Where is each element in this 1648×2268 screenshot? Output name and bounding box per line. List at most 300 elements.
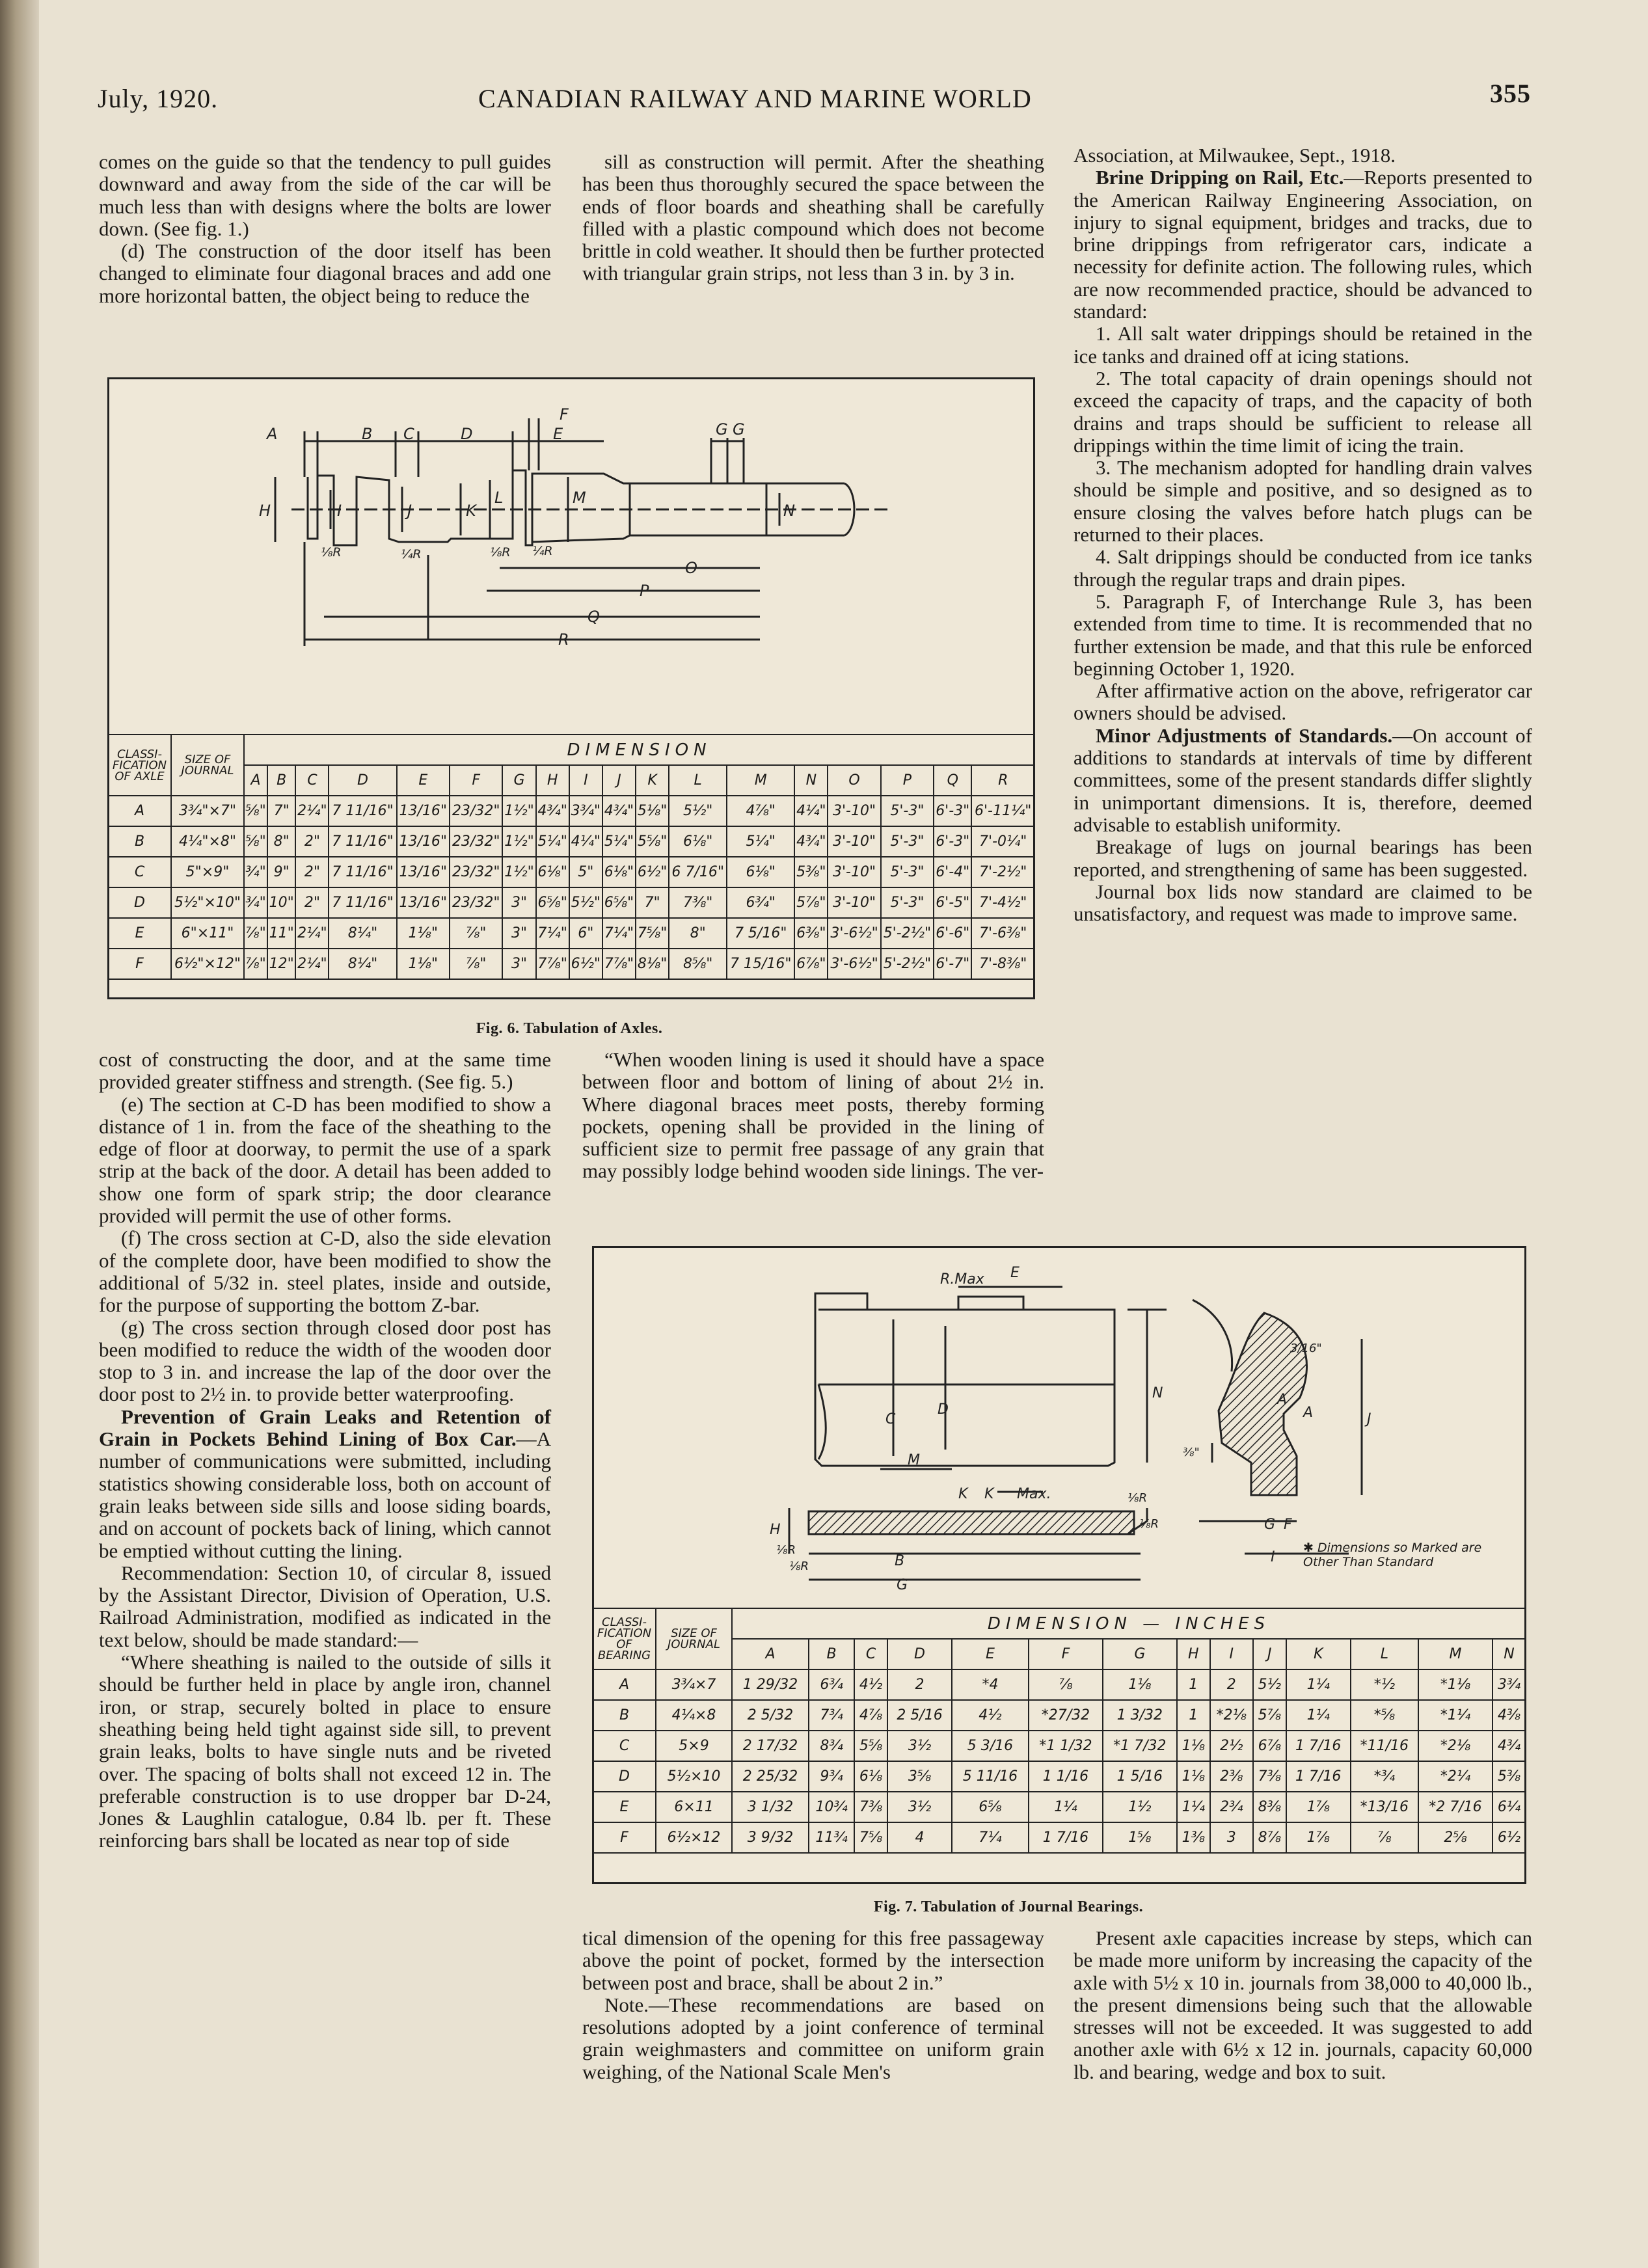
column-header: Q	[934, 765, 971, 796]
label-i: I	[1271, 1549, 1275, 1565]
table-cell: 2	[887, 1669, 952, 1700]
table-cell: 7⅜	[1253, 1761, 1286, 1792]
table-cell: 1 7/16	[1286, 1761, 1351, 1792]
label-k: K	[466, 502, 476, 520]
label-3-16: 3/16"	[1290, 1342, 1322, 1355]
paragraph: comes on the guide so that the tendency to pull guides downward and away from the side of the car will be much less than with designs where the bolts are lower down. (See fig. 1.)	[99, 150, 551, 240]
table-cell: 6¼	[1493, 1792, 1526, 1822]
table-cell: 7⅝"	[636, 918, 669, 949]
quote: “When wooden lining is used it should have a space between floor and bottom of lining of about 2½ in. Where diagonal braces meet posts, thereby forming pockets, opening shall be provided in the lining of sufficient size to permit free passage of any grain that may possibly lodge behind wooden side linings. The ver-	[582, 1048, 1044, 1183]
label-j: J	[407, 502, 412, 520]
table-cell: 7 5/16"	[727, 918, 794, 949]
table-cell: *13/16	[1351, 1792, 1418, 1822]
table-cell: 7"	[267, 796, 295, 826]
table-cell: 1 1/16	[1029, 1761, 1103, 1792]
column-header: B	[267, 765, 295, 796]
label-o: O	[685, 559, 697, 577]
radius-label: ⅛R	[776, 1543, 796, 1557]
table-cell: 1¼	[1286, 1700, 1351, 1731]
table-row	[593, 1731, 1526, 1761]
row-class: E	[593, 1792, 656, 1822]
table-cell: 5⅞	[1253, 1700, 1286, 1731]
rule-item: 2. The total capacity of drain openings should not exceed the capacity of traps, and the capacity of both drains and traps should be sufficient to release all drippings within the time limit of icing the train.	[1074, 366, 1532, 457]
table-cell: 8⅝"	[669, 949, 727, 979]
paragraph: (g) The cross section through closed door post has been modified to reduce the width of the wooden door stop to 3 in. and increase the lap of the door over the door post to 2½ in. to provide better waterproofing.	[99, 1316, 551, 1406]
table-cell: 7"	[636, 887, 669, 918]
table-cell: ⅞"	[450, 918, 502, 949]
table-cell: 6'-4"	[934, 857, 971, 887]
table-cell: 6½"	[569, 949, 602, 979]
table-cell: 6'-3"	[934, 796, 971, 826]
table-cell: 6¾	[809, 1669, 854, 1700]
radius-label: ⅛R	[1128, 1491, 1147, 1505]
row-size: 4¼×8	[656, 1700, 732, 1731]
header-date: July, 1920.	[98, 84, 219, 113]
table-cell: ⅞"	[450, 949, 502, 979]
quote: “Where sheathing is nailed to the outside of sills it should be further held in place by angle iron, channel iron, or strap, securely bolted in place to ensure sheathing being held tight against side sill, to prevent grain leaks, bolts to have single nuts and be riveted over. The spacing of bolts shall not exceed 12 in. The preferable construction is to use dropper bar D-24, Jones & Laughlin catalogue, 0.84 lb. per ft. These reinforcing bars shall be located as near top of side	[99, 1651, 551, 1852]
table-cell: 13/16"	[397, 796, 450, 826]
table-cell: 8⅜	[1253, 1792, 1286, 1822]
table-cell: 4¾"	[536, 796, 569, 826]
table-cell: 8⅛"	[636, 949, 669, 979]
column-header: I	[1210, 1639, 1253, 1669]
table-cell: 11¾	[809, 1822, 854, 1853]
row-class: A	[108, 796, 171, 826]
row-size: 3¾×7	[656, 1669, 732, 1700]
table-cell: 8"	[267, 826, 295, 857]
rule-item: 1. All salt water drippings should be retained in the ice tanks and drained off at icing stations.	[1074, 322, 1532, 368]
row-size: 5×9	[656, 1731, 732, 1761]
label-e: E	[553, 425, 563, 443]
table-cell: 1⅛	[1177, 1731, 1210, 1761]
col2-mid-text	[582, 1049, 1044, 1183]
table-cell: *4	[952, 1669, 1029, 1700]
column-header: F	[1029, 1639, 1103, 1669]
table-cell: 7¼	[952, 1822, 1029, 1853]
table-cell: 23/32"	[450, 796, 502, 826]
column-header: E	[397, 765, 450, 796]
table-cell: *¾	[1351, 1761, 1418, 1792]
table-cell: 3'-10"	[828, 857, 880, 887]
col1-top-text	[99, 151, 551, 307]
row-class: B	[108, 826, 171, 857]
table-cell: 2¼"	[295, 949, 329, 979]
radius-label: ⅛R	[789, 1559, 809, 1573]
table-cell: 4¾"	[602, 796, 636, 826]
label-n: N	[1152, 1385, 1163, 1401]
label-g: G	[897, 1577, 908, 1593]
header-dimension: DIMENSION	[244, 735, 1034, 765]
table-cell: 6⅛"	[669, 826, 727, 857]
table-cell: 13/16"	[397, 857, 450, 887]
table-cell: 5⅞"	[794, 887, 828, 918]
col3-top-text	[1074, 144, 1532, 925]
table-cell: 6"	[569, 918, 602, 949]
table-cell: 23/32"	[450, 857, 502, 887]
paragraph: cost of constructing the door, and at the same time provided greater stiffness and strength. (See fig. 5.)	[99, 1048, 551, 1094]
radius-label: ¼R	[532, 544, 553, 558]
row-class: B	[593, 1700, 656, 1731]
table-cell: 4¼"	[794, 796, 828, 826]
paragraph: Journal box lids now standard are claimed to be unsatisfactory, and request was made to improve same.	[1074, 880, 1532, 926]
row-class: D	[593, 1761, 656, 1792]
row-class: D	[108, 887, 171, 918]
table-cell: 6'-6"	[934, 918, 971, 949]
table-cell: 7 11/16"	[329, 826, 396, 857]
table-cell: 7¼"	[536, 918, 569, 949]
column-header: K	[1286, 1639, 1351, 1669]
table-cell: 9¾	[809, 1761, 854, 1792]
radius-label: ¼R	[401, 547, 422, 561]
axle-drawing	[109, 379, 1033, 731]
table-cell: 1⅛"	[397, 918, 450, 949]
table-cell: 5'-2½"	[881, 918, 934, 949]
table-cell: 1⅛"	[397, 949, 450, 979]
table-cell: 4⅜	[1493, 1700, 1526, 1731]
row-size: 3¾"×7"	[171, 796, 244, 826]
table-cell: 2⅝	[1418, 1822, 1493, 1853]
table-cell: 1 29/32	[732, 1669, 809, 1700]
table-cell: 5¼"	[727, 826, 794, 857]
table-cell: 6⅛"	[727, 857, 794, 887]
row-size: 5½×10	[656, 1761, 732, 1792]
table-cell: 2 5/16	[887, 1700, 952, 1731]
paragraph: Recommendation: Section 10, of circular 8, issued by the Assistant Director, Division of Operation, U.S. Railroad Administration, modified as indicated in the text below, should be made standard:—	[99, 1561, 551, 1651]
grain-text: —A number of communications were submitted, including statistics showing considerable loss, both on account of grain leaks between side sills and loose siding boards, and on account of pockets back of lining, which cannot be emptied without cutting the lining.	[99, 1427, 551, 1562]
header-dimension: DIMENSION — INCHES	[732, 1608, 1526, 1639]
table-cell: 6⅝	[952, 1792, 1029, 1822]
table-cell: 5'-3"	[881, 857, 934, 887]
fig7-bearing-figure	[592, 1246, 1526, 1884]
table-row	[108, 796, 1034, 826]
label-r: R	[558, 630, 569, 649]
page-number: 355	[1490, 79, 1531, 108]
fig7-caption: Fig. 7. Tabulation of Journal Bearings.	[873, 1898, 1144, 1915]
column-header: L	[1351, 1639, 1418, 1669]
table-cell: 2"	[295, 887, 329, 918]
table-cell: 7⅞"	[536, 949, 569, 979]
table-cell: 4¾	[1493, 1731, 1526, 1761]
rule-item: 5. Paragraph F, of Interchange Rule 3, has been extended from time to time. It is recommended that no further extension be made, and that this rule be enforced beginning October 1, 1920.	[1074, 589, 1532, 680]
table-cell: 5½"	[669, 796, 727, 826]
header-class: CLASSI-FICATION OF AXLE	[108, 735, 171, 796]
row-class: A	[593, 1669, 656, 1700]
table-cell: 2⅜	[1210, 1761, 1253, 1792]
label-h: H	[259, 502, 271, 520]
table-cell: 4½	[854, 1669, 887, 1700]
grain-heading: Prevention of Grain Leaks and Retention of Grain in Pockets Behind Lining of Box Car.	[99, 1405, 551, 1451]
radius-label: ⅛R	[321, 545, 342, 560]
table-cell: *⅝	[1351, 1700, 1418, 1731]
label-b: B	[362, 425, 373, 443]
paragraph: (f) The cross section at C-D, also the side elevation of the complete door, have been modified to show the additional of 5/32 in. steel plates, inside and outside, for the purpose of supporting the bottom Z-bar.	[99, 1226, 551, 1317]
table-cell: 5 3/16	[952, 1731, 1029, 1761]
table-cell: 3"	[502, 887, 535, 918]
column-header: G	[1103, 1639, 1177, 1669]
column-header: K	[636, 765, 669, 796]
table-cell: 1½"	[502, 826, 535, 857]
label-h: H	[770, 1522, 781, 1538]
table-cell: 5⅛"	[636, 796, 669, 826]
table-cell: *1⅛	[1418, 1669, 1493, 1700]
table-cell: 3"	[502, 949, 535, 979]
table-cell: 5'-3"	[881, 826, 934, 857]
table-cell: 3'-6½"	[828, 949, 880, 979]
table-cell: 6⅛"	[602, 857, 636, 887]
column-header: M	[727, 765, 794, 796]
table-row	[108, 826, 1034, 857]
label-d: D	[461, 425, 473, 443]
table-cell: 6'-11¼"	[971, 796, 1034, 826]
radius-label: ⅛R	[490, 545, 511, 560]
column-header: A	[732, 1639, 809, 1669]
label-a1: A	[1277, 1392, 1288, 1408]
row-class: F	[108, 949, 171, 979]
label-g-end: G	[1264, 1517, 1276, 1533]
table-cell: 7 11/16"	[329, 887, 396, 918]
table-cell: 5⅝	[854, 1731, 887, 1761]
column-header: H	[536, 765, 569, 796]
table-cell: 1½	[1103, 1792, 1177, 1822]
table-cell: 3'-10"	[828, 796, 880, 826]
rule-item: 4. Salt drippings should be conducted from ice tanks through the regular traps and drain pipes.	[1074, 545, 1532, 591]
row-size: 4¼"×8"	[171, 826, 244, 857]
table-cell: 6⅛	[854, 1761, 887, 1792]
row-size: 5½"×10"	[171, 887, 244, 918]
table-cell: 7¼"	[602, 918, 636, 949]
label-k2: K	[984, 1486, 994, 1502]
table-cell: *1¼	[1418, 1700, 1493, 1731]
label-max: Max.	[1017, 1486, 1051, 1502]
table-cell: 4¾"	[794, 826, 828, 857]
paragraph: Breakage of lugs on journal bearings has been reported, and strengthening of same has been suggested.	[1074, 835, 1532, 881]
table-cell: *1 7/32	[1103, 1731, 1177, 1761]
row-class: C	[108, 857, 171, 887]
table-cell: 2¼"	[295, 918, 329, 949]
row-size: 6½×12	[656, 1822, 732, 1853]
table-cell: 7 11/16"	[329, 857, 396, 887]
table-cell: ⅝"	[244, 826, 267, 857]
table-cell: 7'-0¼"	[971, 826, 1034, 857]
table-cell: ¾"	[244, 857, 267, 887]
table-row	[593, 1792, 1526, 1822]
table-cell: 1⅝	[1103, 1822, 1177, 1853]
label-3-8: ⅜"	[1183, 1446, 1200, 1459]
paragraph: tical dimension of the opening for this free passageway above the point of pocket, formed by the intersection between post and brace, shall be about 2 in.”	[582, 1926, 1044, 1994]
row-class: E	[108, 918, 171, 949]
column-header: C	[295, 765, 329, 796]
label-m: M	[908, 1452, 920, 1468]
paragraph: Note.—These recommendations are based on resolutions adopted by a joint conference of terminal grain weighmasters and committee on uniform grain weighing, of the National Scale Men's	[582, 1993, 1044, 2083]
column-header: O	[828, 765, 880, 796]
column-header: H	[1177, 1639, 1210, 1669]
table-cell: 6⅞	[1253, 1731, 1286, 1761]
row-class: F	[593, 1822, 656, 1853]
table-cell: 1⅞	[1286, 1822, 1351, 1853]
row-class: C	[593, 1731, 656, 1761]
table-cell: 2 25/32	[732, 1761, 809, 1792]
label-q: Q	[588, 608, 600, 626]
label-n: N	[783, 502, 795, 520]
table-cell: 5¼"	[602, 826, 636, 857]
table-cell: 9"	[267, 857, 295, 887]
table-cell: ⅞"	[244, 949, 267, 979]
label-c: C	[885, 1411, 896, 1427]
fig6-axle-figure	[107, 377, 1035, 999]
table-cell: 2"	[295, 826, 329, 857]
table-cell: 7⅝	[854, 1822, 887, 1853]
table-cell: 4	[887, 1822, 952, 1853]
table-cell: 2	[1210, 1669, 1253, 1700]
table-row	[108, 887, 1034, 918]
table-cell: 8⅞	[1253, 1822, 1286, 1853]
table-cell: 1⅞	[1286, 1792, 1351, 1822]
column-header: J	[1253, 1639, 1286, 1669]
table-cell: 10"	[267, 887, 295, 918]
table-cell: 1¼	[1177, 1792, 1210, 1822]
table-cell: *2 7/16	[1418, 1792, 1493, 1822]
table-cell: 3½	[887, 1731, 952, 1761]
brine-text: —Reports presented to the American Railway Engineering Association, on injury to signal equipment, bridges and tracks, due to brine drippings from refrigerator cars, indicate a necessity for definite action. The following rules, which are now recommended practice, should be advanced to standard:	[1074, 166, 1533, 323]
col2-top-text	[582, 151, 1044, 285]
column-header: D	[887, 1639, 952, 1669]
row-size: 6×11	[656, 1792, 732, 1822]
paragraph: sill as construction will permit. After the sheathing has been thus thoroughly secured the space between the ends of floor boards and sheathing shall be carefully filled with a plastic compound which does not become brittle in cold weather. It should then be further protected with triangular grain strips, not less than 3 in. by 3 in.	[582, 150, 1044, 285]
header-class: CLASSI-FICATION OF BEARING	[593, 1608, 656, 1669]
table-cell: 5⅝"	[636, 826, 669, 857]
column-header: M	[1418, 1639, 1493, 1669]
column-header: D	[329, 765, 396, 796]
table-cell: 6⅝"	[602, 887, 636, 918]
table-cell: 13/16"	[397, 887, 450, 918]
table-cell: 10¾	[809, 1792, 854, 1822]
table-cell: 3⅝	[887, 1761, 952, 1792]
label-f: F	[1284, 1517, 1292, 1533]
minor-heading: Minor Adjustments of Standards.	[1096, 723, 1393, 747]
table-cell: 1 3/32	[1103, 1700, 1177, 1731]
table-row	[108, 857, 1034, 887]
table-cell: 8¼"	[329, 918, 396, 949]
table-cell: 1	[1177, 1700, 1210, 1731]
label-k1: K	[958, 1486, 968, 1502]
table-cell: 3'-10"	[828, 887, 880, 918]
table-cell: 3"	[502, 918, 535, 949]
table-cell: ⅞	[1029, 1669, 1103, 1700]
paragraph: Present axle capacities increase by steps, which can be made more uniform by increasing the capacity of the axle with 5½ x 10 in. journals from 38,000 to 40,000 lb., the present dimensions being such that the allowable stresses will not be exceeded. It was suggested to add another axle with 6½ x 12 in. journals, capacity 60,000 lb. and bearing, wedge and box to suit.	[1074, 1926, 1532, 2083]
table-cell: 1½"	[502, 857, 535, 887]
table-cell: 8¾	[809, 1731, 854, 1761]
column-header: L	[669, 765, 727, 796]
table-cell: 5'-2½"	[881, 949, 934, 979]
table-cell: 7 15/16"	[727, 949, 794, 979]
table-cell: ¾"	[244, 887, 267, 918]
table-cell: 7⅜	[854, 1792, 887, 1822]
table-cell: 7'-8⅜"	[971, 949, 1034, 979]
table-cell: 3½	[887, 1792, 952, 1822]
table-cell: 2¾	[1210, 1792, 1253, 1822]
binding-shadow	[0, 0, 39, 2268]
label-p: P	[640, 582, 649, 600]
column-header: R	[971, 765, 1034, 796]
table-row	[108, 918, 1034, 949]
table-cell: *27/32	[1029, 1700, 1103, 1731]
table-cell: 13/16"	[397, 826, 450, 857]
row-size: 5"×9"	[171, 857, 244, 887]
label-m: M	[573, 489, 586, 507]
table-cell: ⅞"	[244, 918, 267, 949]
table-cell: 8"	[669, 918, 727, 949]
table-cell: 6⅜"	[794, 918, 828, 949]
row-size: 6"×11"	[171, 918, 244, 949]
column-header: B	[809, 1639, 854, 1669]
table-cell: 2 5/32	[732, 1700, 809, 1731]
table-cell: 2½	[1210, 1731, 1253, 1761]
label-rmax: R.Max	[940, 1271, 984, 1288]
table-cell: 23/32"	[450, 826, 502, 857]
table-cell: 4⅞	[854, 1700, 887, 1731]
paragraph: (d) The construction of the door itself has been changed to eliminate four diagonal braces and add one more horizontal batten, the object being to reduce the	[99, 239, 551, 307]
paragraph: Association, at Milwaukee, Sept., 1918.	[1074, 144, 1396, 167]
fig6-caption: Fig. 6. Tabulation of Axles.	[476, 1020, 663, 1037]
column-header: G	[502, 765, 535, 796]
table-cell: *2¼	[1418, 1761, 1493, 1792]
col2-bottom-text	[582, 1927, 1044, 2083]
table-cell: 1 7/16	[1286, 1731, 1351, 1761]
table-cell: 23/32"	[450, 887, 502, 918]
label-j: J	[1367, 1411, 1371, 1427]
table-cell: 7⅜"	[669, 887, 727, 918]
table-row	[593, 1669, 1526, 1700]
table-cell: 5½	[1253, 1669, 1286, 1700]
table-cell: 6'-7"	[934, 949, 971, 979]
header-title: CANADIAN RAILWAY AND MARINE WORLD	[478, 84, 1032, 113]
table-cell: 8¼"	[329, 949, 396, 979]
table-cell: 5¼"	[536, 826, 569, 857]
table-cell: 12"	[267, 949, 295, 979]
table-cell: ⅝"	[244, 796, 267, 826]
column-header: P	[881, 765, 934, 796]
label-e: E	[1010, 1265, 1020, 1281]
table-cell: 1¼	[1029, 1792, 1103, 1822]
table-cell: 5'-3"	[881, 887, 934, 918]
column-header: F	[450, 765, 502, 796]
table-cell: 3¾	[1493, 1669, 1526, 1700]
rule-item: 3. The mechanism adopted for handling drain valves should be simple and positive, and so designed as to ensure closing the valves before hatch plugs can be returned to their places.	[1074, 456, 1532, 547]
col3-bottom-text	[1074, 1927, 1532, 2083]
table-cell: 1½"	[502, 796, 535, 826]
column-header: C	[854, 1639, 887, 1669]
label-g1: G	[716, 420, 728, 439]
header-size: SIZE OF JOURNAL	[171, 735, 244, 796]
table-cell: *1 1/32	[1029, 1731, 1103, 1761]
table-cell: 6¾"	[727, 887, 794, 918]
table-row	[593, 1822, 1526, 1853]
table-cell: 4½	[952, 1700, 1029, 1731]
paragraph: (e) The section at C-D has been modified to show a distance of 1 in. from the face of the sheathing to the edge of floor at doorway, to permit the use of a spark strip at the back of the door. A detail has been added to show one form of spark strip; the door clearance provided will permit the use of other forms.	[99, 1092, 551, 1228]
table-cell: *½	[1351, 1669, 1418, 1700]
label-i: I	[337, 502, 342, 520]
table-cell: 4⅞"	[727, 796, 794, 826]
radius-label: ⅛R	[1139, 1517, 1159, 1531]
table-cell: 1¼	[1286, 1669, 1351, 1700]
table-cell: 7'-2½"	[971, 857, 1034, 887]
bearing-table	[592, 1608, 1526, 1854]
label-b: B	[895, 1553, 905, 1569]
table-cell: 11"	[267, 918, 295, 949]
table-cell: 1⅜	[1177, 1822, 1210, 1853]
table-cell: 7'-6⅜"	[971, 918, 1034, 949]
paragraph: After affirmative action on the above, refrigerator car owners should be advised.	[1074, 679, 1532, 725]
